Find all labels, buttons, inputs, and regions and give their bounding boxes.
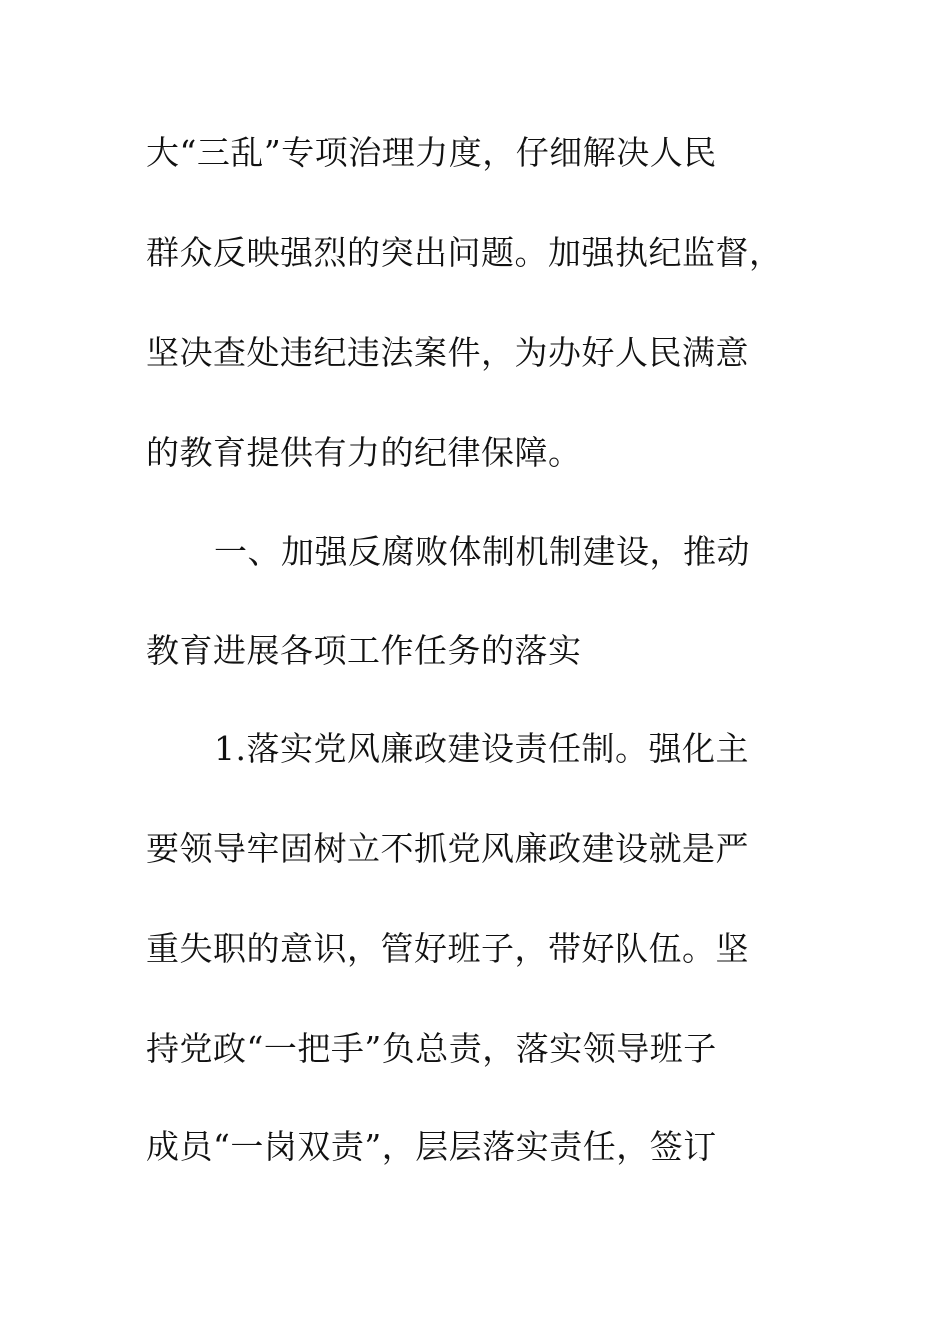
body-text-line: 成员“一岗双责”，层层落实责任，签订 (146, 1127, 717, 1166)
body-text-line: 大“三乱”专项治理力度，仔细解决人民 (146, 133, 717, 172)
body-text-line: 重失职的意识，管好班子，带好队伍。坚 (146, 929, 749, 968)
body-text-line: 要领导牢固树立不抓党风廉政建设就是严 (146, 829, 749, 868)
body-text-line: 群众反映强烈的突出问题。加强执纪监督， (146, 233, 783, 272)
body-text-line: 坚决查处违纪违法案件，为办好人民满意 (146, 333, 749, 372)
section-heading-line: 教育进展各项工作任务的落实 (146, 631, 582, 670)
numbered-item-line: 1.落实党风廉政建设责任制。强化主 (214, 729, 749, 768)
body-text-line: 的教育提供有力的纪律保障。 (146, 433, 582, 472)
body-text-line: 持党政“一把手”负总责，落实领导班子 (146, 1029, 717, 1068)
section-heading-line: 一、加强反腐败体制机制建设，推动 (214, 532, 750, 571)
